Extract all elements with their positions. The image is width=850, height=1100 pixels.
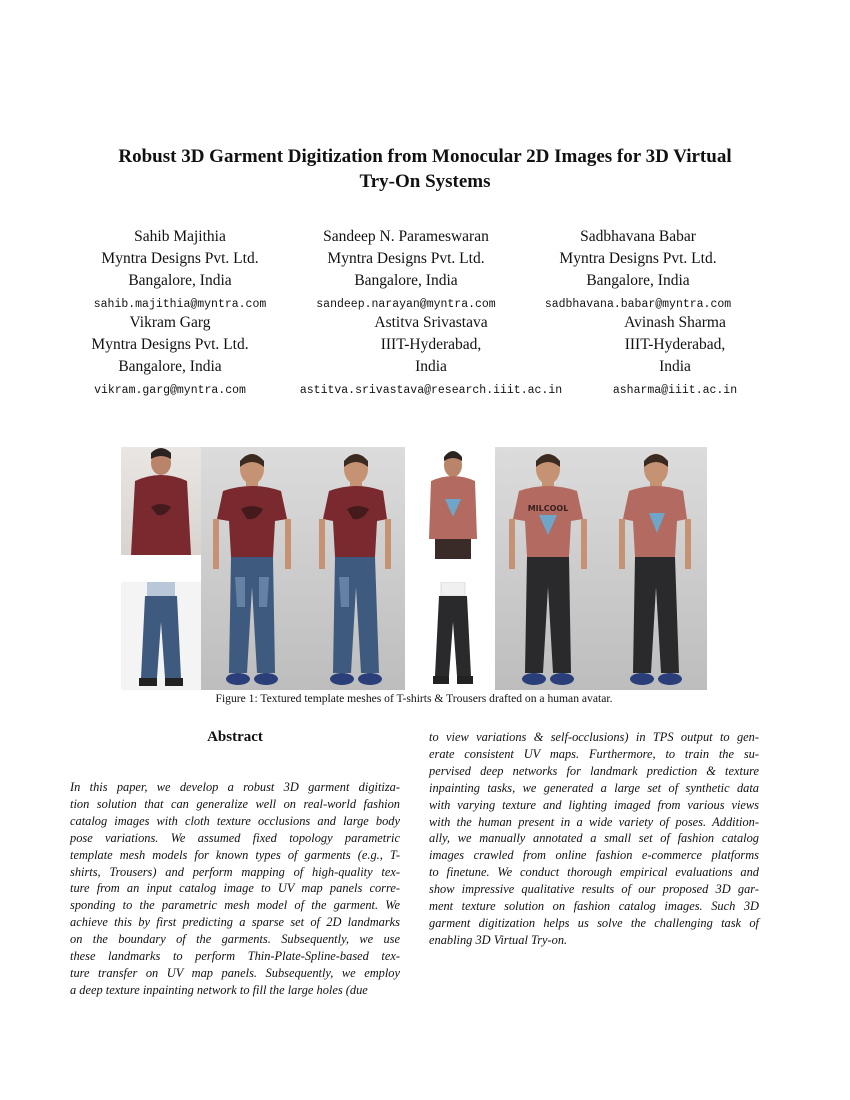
- abstract-line: ture transfer on UV map panels. Subsequently, we employ: [70, 965, 400, 980]
- avatar-illustration: [601, 447, 707, 690]
- author-block: [528, 226, 748, 312]
- author-email[interactable]: sandeep.narayan@myntra.com: [316, 298, 496, 311]
- avatar-render-front-2: [495, 447, 601, 690]
- abstract-line: In this paper, we develop a robust 3D garment digitiza-: [70, 780, 400, 794]
- author-location: India: [415, 358, 447, 375]
- abstract-line: pose variations. We assumed fixed topology parametric: [70, 830, 400, 845]
- author-affiliation: IIIT-Hyderabad,: [380, 336, 482, 353]
- abstract-line: to finetune. We conduct thorough empirical evaluations and: [429, 865, 759, 880]
- avatar-render-side-2: [601, 447, 707, 690]
- author-block: [286, 312, 576, 398]
- avatar-illustration: [495, 447, 601, 690]
- author-email[interactable]: sahib.majithia@myntra.com: [93, 298, 267, 311]
- author-affiliation: Myntra Designs Pvt. Ltd.: [559, 250, 717, 267]
- author-name: Astitva Srivastava: [374, 314, 488, 331]
- abstract-line: a deep texture inpainting network to fill the large holes (due: [70, 982, 368, 997]
- tshirt-print: MILCOOL: [527, 504, 569, 513]
- author-email[interactable]: asharma@iiit.ac.in: [612, 384, 738, 397]
- abstract-line: achieve this by first predicting a sparse set of 2D landmarks: [70, 915, 400, 930]
- abstract-line: sponding to the parametric mesh model of the garment. We: [70, 898, 400, 913]
- abstract-line: inpainting tasks, we generated a large set of synthetic data: [429, 780, 759, 795]
- author-affiliation: Myntra Designs Pvt. Ltd.: [91, 336, 249, 353]
- figure-caption: Figure 1: Textured template meshes of T-shirts & Trousers drafted on a human avatar.: [215, 692, 613, 705]
- author-block: [70, 226, 290, 312]
- abstract-heading: Abstract: [207, 729, 263, 745]
- catalog-photo-tshirt: [121, 447, 201, 555]
- title-line-1: Robust 3D Garment Digitization from Monocular 2D Images for 3D Virtual: [118, 146, 732, 167]
- figure-1: [121, 447, 707, 690]
- author-name: Vikram Garg: [129, 314, 211, 331]
- abstract-line: enabling 3D Virtual Try-on.: [429, 932, 568, 947]
- author-email[interactable]: vikram.garg@myntra.com: [94, 384, 246, 397]
- author-affiliation: Myntra Designs Pvt. Ltd.: [327, 250, 485, 267]
- abstract-line: ture from an input catalog image to UV map panels corre-: [70, 881, 400, 896]
- abstract-line: on the boundary of the garments. Subsequently, we use: [70, 932, 400, 947]
- abstract-line: erate consistent UV maps. Furthermore, to train the su-: [429, 746, 759, 761]
- abstract-line: these landmarks to perform Thin-Plate-Spline-based tex-: [70, 949, 400, 964]
- author-email[interactable]: astitva.srivastava@research.iiit.ac.in: [299, 384, 563, 397]
- abstract-line: template mesh models for known types of garments (e.g., T-: [70, 847, 400, 862]
- abstract-line: pervised deep networks for landmark prediction & texture: [429, 763, 759, 778]
- abstract-line: with varying texture and lighting imaged from various views: [429, 797, 759, 812]
- abstract-line: show impressive qualitative results of our proposed 3D gar-: [429, 882, 759, 897]
- author-name: Sadbhavana Babar: [580, 228, 696, 245]
- abstract-line: images crawled from online fashion e-commerce platforms: [429, 848, 759, 863]
- author-location: Bangalore, India: [354, 272, 458, 289]
- avatar-illustration: [201, 447, 303, 690]
- avatar-render-side: [303, 447, 405, 690]
- person-illustration: [121, 447, 201, 555]
- abstract-line: tion solution that can generalize well on real-world fashion: [70, 796, 400, 811]
- abstract-line: catalog images with cloth texture occlusions and large body: [70, 813, 400, 828]
- abstract-line: ment texture solution on fashion catalog images. Such 3D: [429, 899, 759, 914]
- person-illustration: [121, 582, 201, 690]
- person-illustration: [411, 582, 495, 690]
- catalog-photo-tshirt-2: [411, 447, 495, 559]
- avatar-render-front: [201, 447, 303, 690]
- abstract-right-column: [429, 729, 759, 949]
- abstract-line: ally, we manually annotated a small set of fashion catalog: [429, 831, 759, 846]
- author-location: Bangalore, India: [128, 272, 232, 289]
- author-name: Avinash Sharma: [624, 314, 726, 331]
- title-line-2: Try-On Systems: [359, 171, 491, 192]
- catalog-photo-jeans-2: [411, 582, 495, 690]
- author-location: Bangalore, India: [118, 358, 222, 375]
- avatar-illustration: [303, 447, 405, 690]
- author-email[interactable]: sadbhavana.babar@myntra.com: [544, 298, 732, 311]
- paper-title: [60, 144, 790, 194]
- author-block: [60, 312, 280, 398]
- catalog-photo-jeans: [121, 582, 201, 690]
- author-name: Sahib Majithia: [134, 228, 226, 245]
- author-location: India: [659, 358, 691, 375]
- author-affiliation: Myntra Designs Pvt. Ltd.: [101, 250, 259, 267]
- abstract-line: to view variations & self-occlusions) in TPS output to gen-: [429, 730, 759, 744]
- author-affiliation: IIIT-Hyderabad,: [624, 336, 726, 353]
- abstract-line: shirts, Trousers) and perform mapping of high-quality tex-: [70, 864, 400, 879]
- abstract-left-column: [70, 779, 400, 999]
- author-block: [296, 226, 516, 312]
- abstract-line: with the human present in a wide variety of poses. Addition-: [429, 814, 759, 829]
- author-name: Sandeep N. Parameswaran: [323, 228, 489, 245]
- person-illustration: [411, 447, 495, 559]
- abstract-line: garment digitization helps us solve the challenging task of: [429, 915, 759, 930]
- author-block: [585, 312, 765, 398]
- author-location: Bangalore, India: [586, 272, 690, 289]
